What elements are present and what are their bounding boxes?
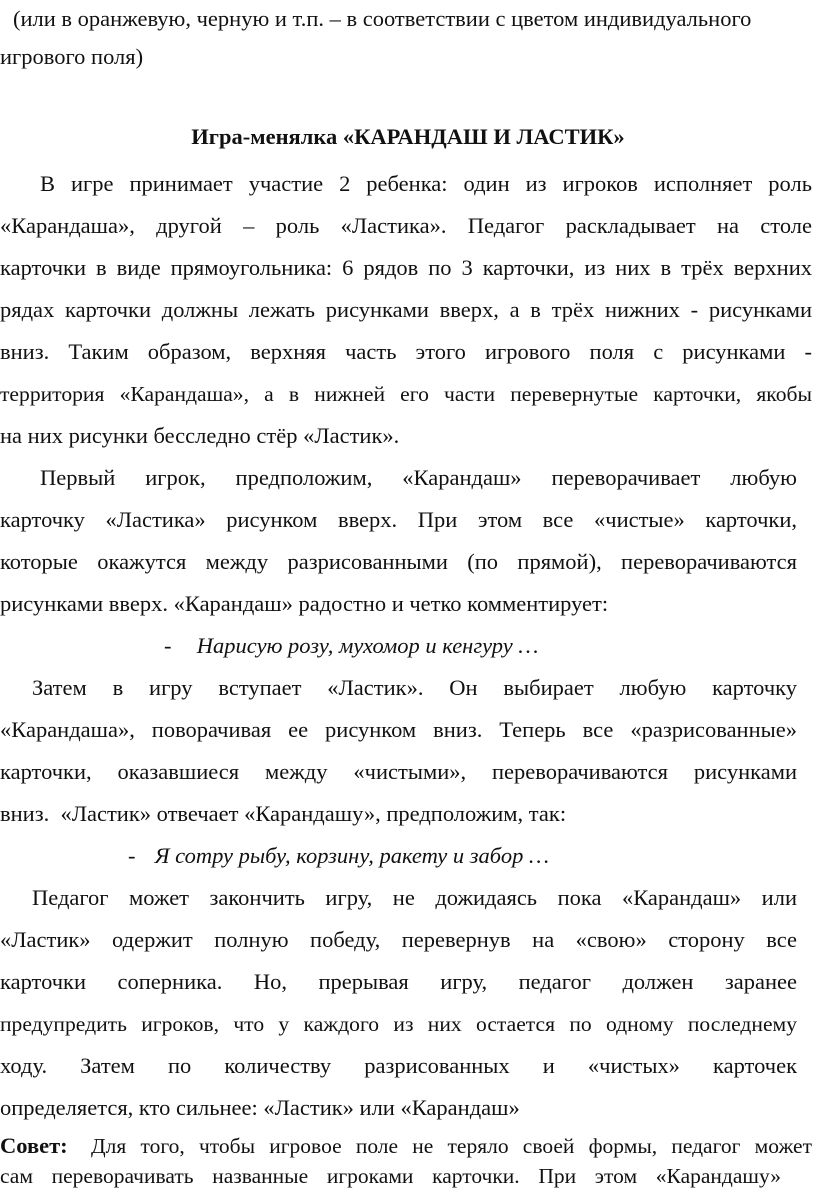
paragraph-3-line: карточки, оказавшиеся между «чистыми», переворачиваются рисунками — [0, 759, 797, 784]
paragraph-2-line: карточку «Ластика» рисунком вверх. При этом все «чистые» карточки, — [0, 507, 797, 532]
paragraph-4-line: «Ластик» одержит полную победу, перевернув на «свою» сторону все — [0, 927, 797, 952]
paragraph-4-line: определяется, кто сильнее: «Ластик» или «Карандаш» — [0, 1095, 520, 1120]
paragraph-1-line: на них рисунки бесследно стёр «Ластик». — [0, 423, 400, 448]
paragraph-1-line: рядах карточки должны лежать рисунками вверх, а в трёх нижних - рисунками — [0, 297, 812, 322]
paragraph-4-line: ходу. Затем по количеству разрисованных и «чистых» карточек — [0, 1053, 797, 1078]
advice-line-2: сам переворачивать названные игроками карточки. При этом «Карандашу» — [0, 1164, 781, 1188]
paragraph-3-line: «Карандаша», поворачивая ее рисунком вниз. Теперь все «разрисованные» — [0, 717, 797, 742]
paragraph-3-line: Затем в игру вступает «Ластик». Он выбирает любую карточку — [32, 675, 797, 700]
paragraph-4-line: предупредить игроков, что у каждого из них остается по одному последнему — [0, 1012, 797, 1036]
paragraph-2-line: которые окажутся между разрисованными (по прямой), переворачиваются — [0, 549, 797, 574]
advice-line-1: Для того, чтобы игровое поле не теряло своей формы, педагог может — [91, 1134, 812, 1158]
paragraph-4-line: карточки соперника. Но, прерывая игру, педагог должен заранее — [0, 969, 797, 994]
paragraph-2-line: Первый игрок, предположим, «Карандаш» переворачивает любую — [40, 465, 797, 490]
paragraph-4-line: Педагог может закончить игру, не дожидаясь пока «Карандаш» или — [32, 885, 797, 910]
quote-1-text: Нарисую розу, мухомор и кенгуру … — [196, 633, 539, 658]
quote-1 — [164, 631, 804, 661]
quote-2-dash: - — [128, 843, 136, 868]
paragraph-1-line: В игре принимает участие 2 ребенка: один из игроков исполняет роль — [40, 171, 812, 196]
paragraph-1-line: карточки в виде прямоугольника: 6 рядов по 3 карточки, из них в трёх верхних — [0, 255, 812, 280]
quote-2-text: Я сотру рыбу, корзину, ракету и забор … — [154, 843, 549, 868]
advice-label: Совет: — [0, 1133, 68, 1158]
intro-line-1: (или в оранжевую, черную и т.п. – в соответствии с цветом индивидуального — [13, 6, 752, 31]
quote-2 — [128, 841, 808, 871]
paragraph-1-line: «Карандаша», другой – роль «Ластика». Педагог раскладывает на столе — [0, 213, 812, 238]
paragraph-2-line: рисунками вверх. «Карандаш» радостно и четко комментирует: — [0, 591, 609, 616]
quote-1-dash: - — [164, 633, 172, 658]
paragraph-3-line: вниз. «Ластик» отвечает «Карандашу», предположим, так: — [0, 801, 567, 826]
paragraph-1-line: вниз. Таким образом, верхняя часть этого игрового поля с рисунками - — [0, 339, 812, 364]
intro-line-2: игрового поля) — [0, 44, 144, 69]
page-title: Игра-менялка «КАРАНДАШ И ЛАСТИК» — [191, 124, 625, 149]
paragraph-1-line: территория «Карандаша», а в нижней его части перевернутые карточки, якобы — [0, 382, 812, 406]
